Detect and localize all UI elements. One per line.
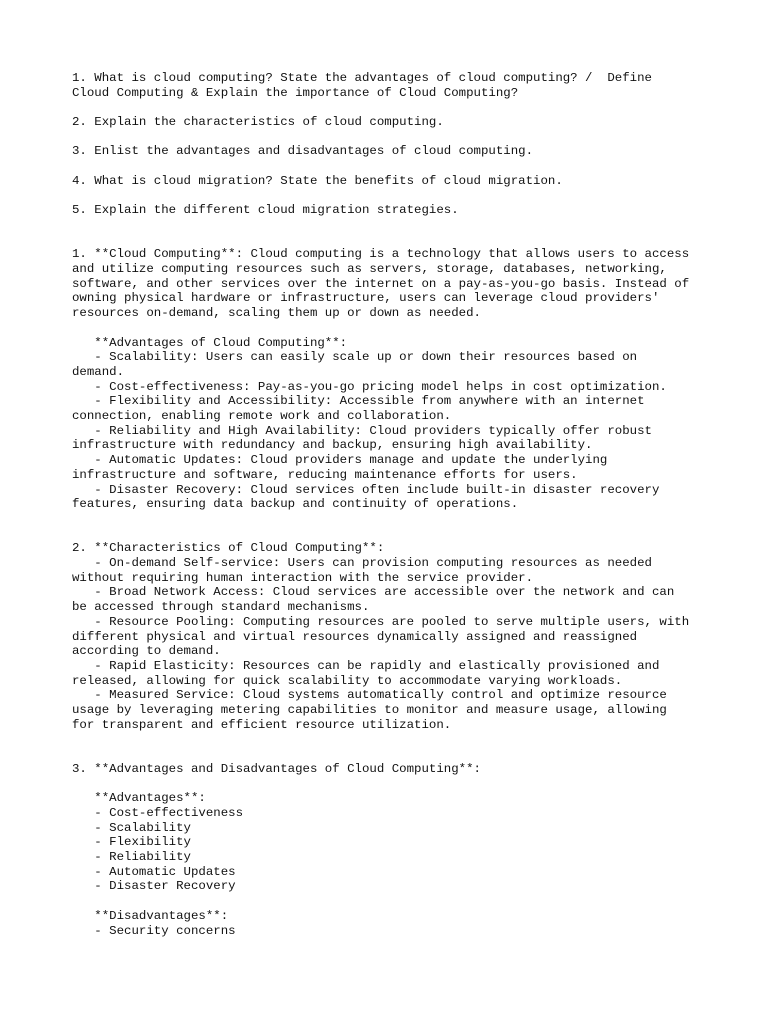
document-line: 3. **Advantages and Disadvantages of Cloud Computing**: [72, 761, 481, 776]
document-line: software, and other services over the internet on a pay-as-you-go basis. Instead of [72, 276, 690, 291]
document-line: - Cost-effectiveness [72, 805, 244, 820]
document-line: - Automatic Updates: Cloud providers manage and update the underlying [72, 453, 608, 468]
document-line: 1. What is cloud computing? State the advantages of cloud computing? / Define [72, 71, 652, 85]
document-line: for transparent and efficient resource utilization. [72, 717, 452, 732]
document-line [72, 512, 712, 527]
document-line [72, 733, 712, 748]
document-line: - Reliability [72, 850, 191, 865]
document-line: - Scalability [72, 820, 191, 835]
document-line: usage by leveraging metering capabilities to monitor and measure usage, allowing [72, 703, 667, 718]
document-line: **Disadvantages**: [72, 908, 229, 923]
document-line: 4. What is cloud migration? State the benefits of cloud migration. [72, 173, 563, 188]
document-line: **Advantages**: [72, 791, 206, 806]
document-line: - Security concerns [72, 923, 236, 938]
document-line: owning physical hardware or infrastructure, users can leverage cloud providers' [72, 291, 660, 306]
document-line [72, 233, 712, 248]
document-line: - Broad Network Access: Cloud services are accessible over the network and can [72, 585, 675, 600]
document-line [72, 321, 712, 336]
document-line: without requiring human interaction with the service provider. [72, 570, 534, 585]
document-line [72, 130, 712, 145]
document-line: - Flexibility [72, 835, 191, 850]
document-line: features, ensuring data backup and continuity of operations. [72, 497, 519, 512]
document-line: according to demand. [72, 644, 221, 659]
document-line: - Measured Service: Cloud systems automatically control and optimize resource [72, 688, 667, 703]
document-line [72, 527, 712, 542]
document-line: and utilize computing resources such as servers, storage, databases, networking, [72, 262, 667, 277]
document-line: **Advantages of Cloud Computing**: [72, 335, 348, 350]
document-line [72, 159, 712, 174]
document-line: demand. [72, 364, 125, 379]
document-line: - On-demand Self-service: Users can provision computing resources as needed [72, 556, 652, 571]
document-line: connection, enabling remote work and collaboration. [72, 409, 452, 424]
document-line: - Disaster Recovery [72, 879, 236, 894]
document-line: - Reliability and High Availability: Cloud providers typically offer robust [72, 423, 652, 438]
document-line: different physical and virtual resources dynamically assigned and reassigned [72, 629, 638, 644]
document-line: - Cost-effectiveness: Pay-as-you-go pricing model helps in cost optimization. [72, 379, 667, 394]
document-line [72, 747, 712, 762]
document-line: - Automatic Updates [72, 864, 236, 879]
document-line [72, 218, 712, 233]
document-line: - Scalability: Users can easily scale up or down their resources based on [72, 350, 638, 365]
document-line: 2. **Characteristics of Cloud Computing**: [72, 541, 385, 556]
document-page [72, 71, 712, 938]
document-line: 5. Explain the different cloud migration strategies. [72, 203, 459, 218]
document-line: 3. Enlist the advantages and disadvantages of cloud computing. [72, 144, 534, 159]
document-line: 2. Explain the characteristics of cloud computing. [72, 115, 444, 130]
document-line [72, 894, 712, 909]
document-line: infrastructure with redundancy and backup, ensuring high availability. [72, 438, 593, 453]
document-line: 1. **Cloud Computing**: Cloud computing is a technology that allows users to access [72, 247, 690, 262]
document-line: - Flexibility and Accessibility: Accessible from anywhere with an internet [72, 394, 645, 409]
document-line [72, 777, 712, 792]
document-line: infrastructure and software, reducing maintenance efforts for users. [72, 467, 578, 482]
document-line: Cloud Computing & Explain the importance of Cloud Computing? [72, 85, 519, 100]
document-line: - Rapid Elasticity: Resources can be rapidly and elastically provisioned and [72, 658, 660, 673]
document-line [72, 100, 712, 115]
document-line: be accessed through standard mechanisms. [72, 600, 370, 615]
document-line: - Resource Pooling: Computing resources are pooled to serve multiple users, with [72, 614, 690, 629]
document-line: resources on-demand, scaling them up or down as needed. [72, 306, 481, 321]
document-line: released, allowing for quick scalability to accommodate varying workloads. [72, 673, 623, 688]
document-line: - Disaster Recovery: Cloud services often include built-in disaster recovery [72, 482, 660, 497]
document-line [72, 189, 712, 204]
